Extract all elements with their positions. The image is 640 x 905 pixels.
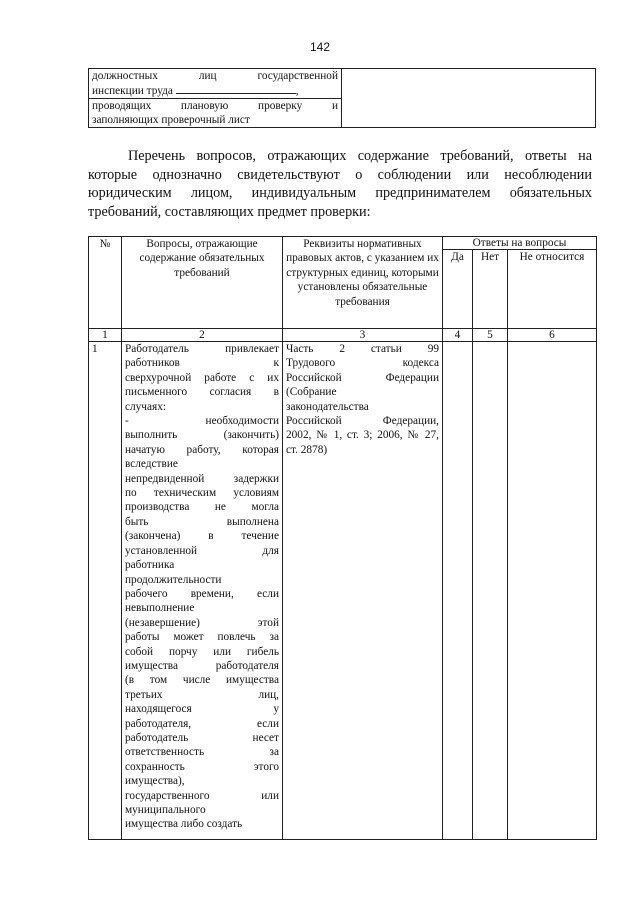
- checklist-heading: Перечень вопросов, отражающих содержание требований, ответы на которые однозначно свидетельствуют о соблюдении или несоблюдении юридическим лицом, индивидуальным предпринимателем обязательных требований, составляющих предмет проверки:: [88, 148, 592, 220]
- inspector-label-line: инспекции труда ,: [92, 85, 299, 97]
- text-line: находящегося у: [125, 703, 279, 716]
- inspector-label-line: проводящих плановую проверку и: [92, 100, 338, 112]
- text-line: ответственность за: [125, 746, 279, 759]
- text-line: 2002, № 1, ст. 3; 2006, № 27,: [286, 429, 439, 442]
- text-line: Часть 2 статьи 99: [286, 343, 439, 355]
- text-line: случаях:: [125, 400, 166, 413]
- text-line: государственного или: [125, 789, 279, 802]
- requisite-text: [283, 342, 443, 840]
- text-line: имущества либо создать: [125, 818, 243, 831]
- text-line: продолжительности: [125, 573, 222, 586]
- text-line: быть выполнена: [125, 515, 279, 528]
- text-line: работы может повлечь за: [125, 631, 279, 644]
- inspector-signature-cell: [342, 69, 596, 128]
- text-line: (незавершение) этой: [125, 616, 279, 629]
- header-yes: Да: [443, 250, 473, 329]
- column-number: 3: [283, 329, 443, 342]
- text-line: работодатель несет: [125, 731, 279, 744]
- text-line: - необходимости: [125, 415, 279, 428]
- text-line: Российской Федерации: [286, 371, 439, 384]
- inspector-label-line: должностных лиц государственной: [92, 70, 338, 82]
- text-line: установленной для: [125, 544, 279, 557]
- page-number: 142: [309, 40, 331, 54]
- header-requisites: Реквизиты нормативных правовых актов, с указанием их структурных единиц, которыми установлены обязательные требования: [283, 237, 443, 329]
- inspector-label-cell: [89, 69, 342, 99]
- text-line: рабочего времени, если: [125, 587, 279, 600]
- text-line: работника: [125, 559, 175, 572]
- text-line: начатую работу, которая: [125, 443, 279, 456]
- text-line: сохранность этого: [125, 760, 279, 773]
- answer-yes-cell[interactable]: [443, 342, 473, 840]
- text-line: (в том числе имущества: [125, 674, 279, 687]
- text-line: (закончена) в течение: [125, 530, 279, 543]
- column-number-row: [89, 329, 597, 342]
- text-line: сверхурочной работе с их: [125, 371, 279, 384]
- text-line: работников к: [125, 357, 279, 370]
- column-number: 1: [89, 329, 122, 342]
- text-line: ст. 2878): [286, 443, 328, 456]
- column-number: 4: [443, 329, 473, 342]
- answer-na-cell[interactable]: [508, 342, 597, 840]
- text-line: производства не могла: [125, 501, 279, 514]
- text-line: непредвиденной задержки: [125, 472, 279, 485]
- text-line: муниципального: [125, 804, 206, 816]
- text-line: работодателя, если: [125, 717, 279, 730]
- text-line: третьих лиц,: [125, 688, 279, 701]
- text-line: невыполнение: [125, 602, 195, 615]
- text-line: законодательства: [286, 400, 369, 413]
- header-num: №: [89, 237, 122, 329]
- name-blank-line: [176, 83, 296, 94]
- text-line: Работодатель привлекает: [125, 343, 279, 355]
- text-line: Трудового кодекса: [286, 357, 439, 370]
- text-line: выполнить (закончить): [125, 429, 279, 442]
- row-number: 1: [89, 342, 122, 840]
- header-no: Нет: [473, 250, 508, 329]
- inspector-label-line: заполняющих проверочный лист: [92, 114, 250, 126]
- text-line: собой порчу или гибель: [125, 645, 279, 658]
- text-line: имущества работодателя: [125, 659, 279, 672]
- column-number: 6: [508, 329, 597, 342]
- column-number: 5: [473, 329, 508, 342]
- checklist-table: [88, 236, 597, 840]
- header-na: Не относится: [508, 250, 597, 329]
- column-number: 2: [122, 329, 283, 342]
- inspector-signature-table: [88, 68, 596, 128]
- text-line: (Собрание: [286, 386, 337, 399]
- question-text: [122, 342, 283, 840]
- text-line: по техническим условиям: [125, 487, 279, 500]
- text-line: Российской Федерации,: [286, 415, 439, 428]
- header-questions: Вопросы, отражающие содержание обязательных требований: [122, 237, 283, 329]
- answer-no-cell[interactable]: [473, 342, 508, 840]
- text-line: письменного согласия в: [125, 386, 279, 399]
- table-row: [89, 342, 597, 840]
- inspector-label-cell: [89, 99, 342, 128]
- text-line: вследствие: [125, 458, 178, 471]
- text-line: имущества),: [125, 775, 185, 788]
- header-answers: Ответы на вопросы: [443, 237, 597, 250]
